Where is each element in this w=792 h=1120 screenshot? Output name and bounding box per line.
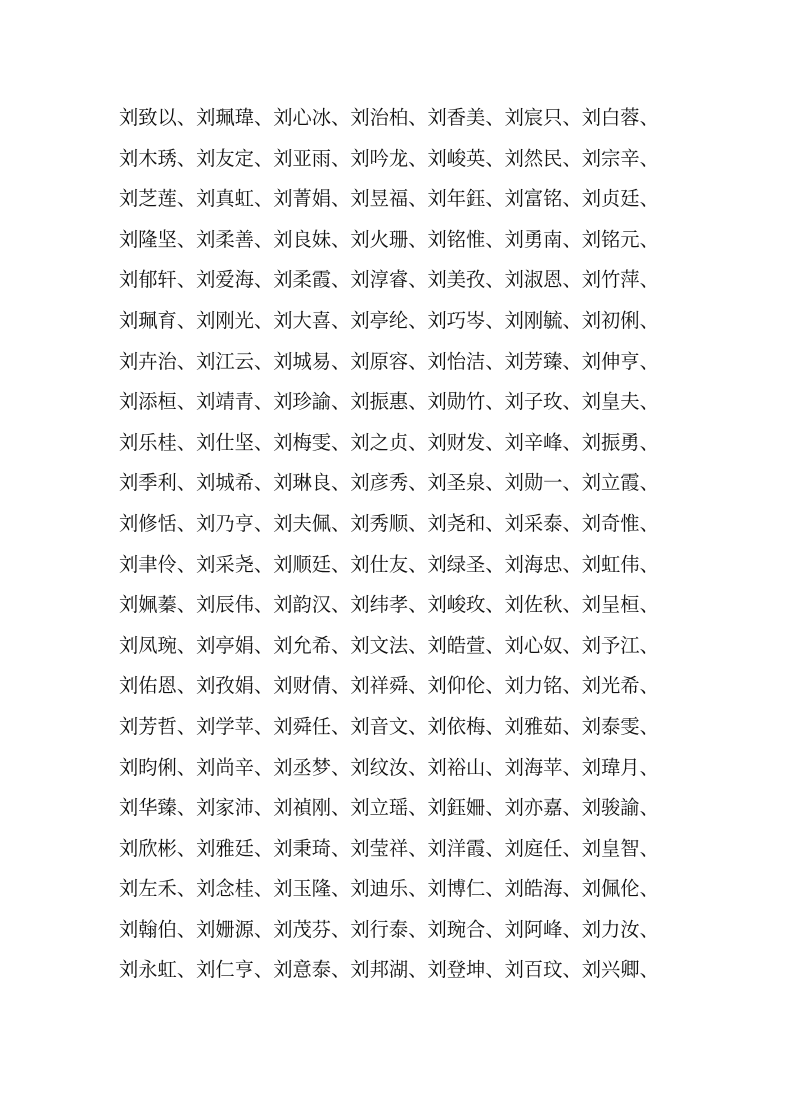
text-line: 刘欣彬、刘雅廷、刘秉琦、刘莹祥、刘洋霞、刘庭任、刘皇智、 [119, 836, 659, 860]
text-line: 刘珮育、刘刚光、刘大喜、刘亭纶、刘巧岑、刘刚毓、刘初俐、 [119, 308, 659, 332]
text-line: 刘郁轩、刘爱海、刘柔霞、刘淳睿、刘美孜、刘淑恩、刘竹萍、 [119, 268, 659, 292]
text-line: 刘芝莲、刘真虹、刘菁娟、刘昱福、刘年鈺、刘富铭、刘贞廷、 [119, 187, 659, 211]
text-line: 刘翰伯、刘姗源、刘茂芬、刘行泰、刘琬合、刘阿峰、刘力汝、 [119, 917, 659, 941]
text-line: 刘佑恩、刘孜娟、刘财倩、刘祥舜、刘仰伦、刘力铭、刘光希、 [119, 674, 659, 698]
text-line: 刘永虹、刘仁亨、刘意泰、刘邦湖、刘登坤、刘百玟、刘兴卿、 [119, 958, 659, 982]
name-list [119, 98, 679, 991]
text-line: 刘芳哲、刘学苹、刘舜任、刘音文、刘依梅、刘雅茹、刘泰雯、 [119, 714, 659, 738]
text-line: 刘聿伶、刘采尧、刘顺廷、刘仕友、刘绿圣、刘海忠、刘虹伟、 [119, 552, 659, 576]
text-line: 刘隆坚、刘柔善、刘良妹、刘火珊、刘铭惟、刘勇南、刘铭元、 [119, 227, 659, 251]
text-line: 刘季利、刘城希、刘琳良、刘彦秀、刘圣泉、刘勋一、刘立霞、 [119, 471, 659, 495]
text-line: 刘凤琬、刘亭娟、刘允希、刘文法、刘皓萱、刘心奴、刘予江、 [119, 633, 659, 657]
text-line: 刘左禾、刘念桂、刘玉隆、刘迪乐、刘博仁、刘皓海、刘佩伦、 [119, 877, 659, 901]
text-line: 刘乐桂、刘仕坚、刘梅雯、刘之贞、刘财发、刘辛峰、刘振勇、 [119, 430, 659, 454]
text-line: 刘添桓、刘靖青、刘珍諭、刘振惠、刘勋竹、刘子玫、刘皇夫、 [119, 390, 659, 414]
text-line: 刘木琇、刘友定、刘亚雨、刘吟龙、刘峻英、刘然民、刘宗辛、 [119, 146, 659, 170]
text-line: 刘致以、刘珮瑋、刘心冰、刘治柏、刘香美、刘宸只、刘白蓉、 [119, 106, 659, 129]
text-line: 刘修恬、刘乃亨、刘夫佩、刘秀顺、刘尧和、刘采泰、刘奇惟、 [119, 511, 659, 535]
text-line: 刘姵蓁、刘辰伟、刘韵汉、刘纬孝、刘峻玫、刘佐秋、刘呈桓、 [119, 593, 659, 617]
text-line: 刘昀俐、刘尚辛、刘丞梦、刘纹汝、刘裕山、刘海苹、刘瑋月、 [119, 755, 659, 779]
text-line: 刘华臻、刘家沛、刘禎刚、刘立瑶、刘鈺姍、刘亦嘉、刘骏諭、 [119, 796, 659, 820]
text-line: 刘卉治、刘江云、刘城易、刘原容、刘怡洁、刘芳臻、刘伸亨、 [119, 349, 659, 373]
